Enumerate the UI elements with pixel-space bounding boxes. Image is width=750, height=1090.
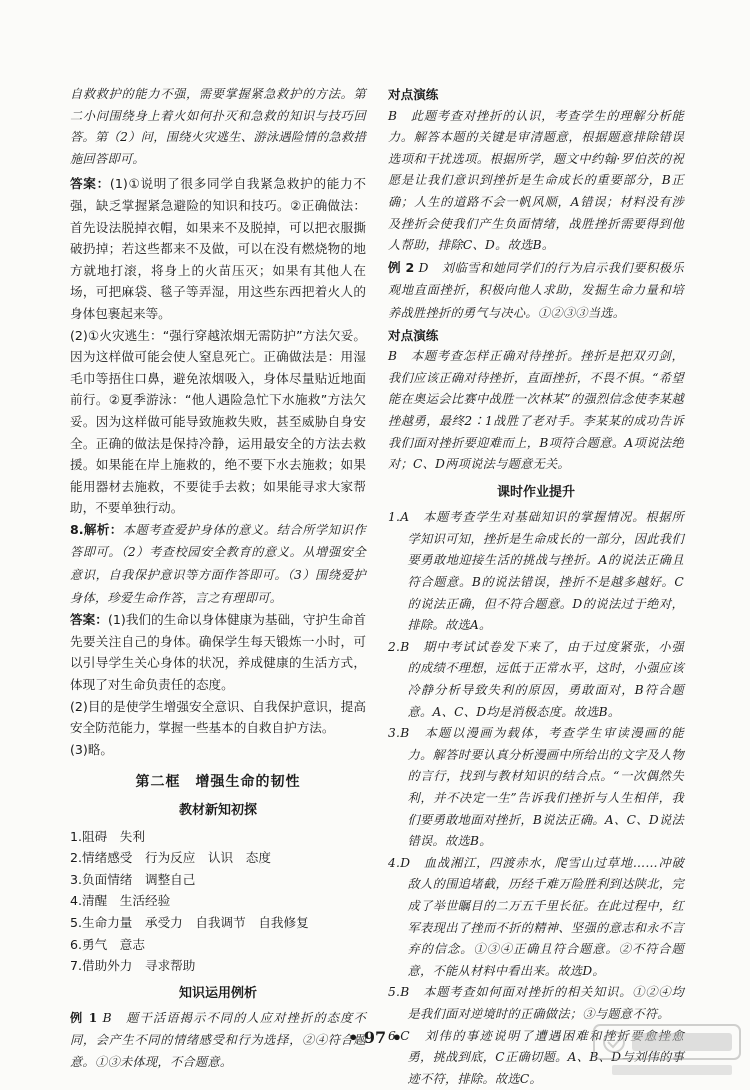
q8-analysis: 本题考查爱护身体的意义。结合所学知识作答即可。（2）考查校园安全教育的意义。从增强安全意识，自我保护意识等方面作答即可。（3）围绕爱护身体，珍爱生命作答，言之有理即可。 [70,522,366,605]
q8-answer-text: (1)我们的生命以身体健康为基础，守护生命首先要关注自己的身体。确保学生每天锻炼一小时，可以引导学生关心身体的状况，养成健康的生活方式，体现了对生命负责任的态度。 [70,612,367,693]
subsection-title: 教材新知初探 [178,803,257,818]
practice-answer-2: B 本题考查怎样正确对待挫折。挫折是把双刃剑，我们应该正确对待挫折，直面挫折，不畏不惧。“希望能在奥运会比赛中战胜一次林某”的强烈信念使李某越挫越勇，最终2∶1战胜了老对手。李某某的成功告诉我们面对挫折要迎难而上，B项符合题意。A项说法绝对；C、D两项说法与题意无关。 [388,349,684,472]
section-title: 第二框 增强生命的韧性 [135,774,301,791]
answer-list [70,826,366,977]
example-label-2: 例 2 [388,259,415,275]
practice-heading-2: 对点演练 [388,327,439,343]
q8-label: 8.解析： [70,521,123,537]
right-column [388,84,684,1090]
list-item: 7.借助外力 寻求帮助 [70,958,196,974]
example-text-2: D 刘临雪和她同学们的行为启示我们要积极乐观地直面挫折，积极向他人求助，发掘生命力量和培养战胜挫折的勇气与决心。①②③③当选。 [388,260,685,320]
list-item: 2.情绪感受 行为反应 认识 态度 [70,850,271,866]
homework-title: 课时作业提升 [496,484,575,500]
top-edge-mark [300,0,450,12]
example-text: B 题干活语揭示不同的人应对挫折的态度不同，会产生不同的情绪感受和行为选择，②④符合题意。①③未体现，不合题意。 [70,1011,366,1069]
q8-answer-2: (2)目的是使学生增强安全意识、自我保护意识，提高安全防范能力，掌握一些基本的自救自护方法。 [70,698,366,736]
q8-answer-3: (3)略。 [70,741,114,757]
watermark-logo [592,1021,742,1079]
answer-label-2: 答案： [70,612,108,628]
subsection-title-2: 知识运用例析 [178,985,257,1001]
homework-item: 2.B 期中考试试卷发下来了，由于过度紧张，小强的成绩不理想，远低于正常水平，这时，小强应该冷静分析导致失利的原因，勇敢面对，B符合题意。A、C、D均是消极态度。故选B。 [388,639,684,719]
example-label: 例 1 [70,1011,98,1026]
homework-item: 4.D 血战湘江，四渡赤水，爬雪山过草地……冲破敌人的围追堵截，历经千难万险胜利到达陕北，完成了举世瞩目的二万五千里长征。在此过程中，红军表现出了挫而不折的精神、坚强的意志和永不言弃的信念。①③④正确且符合题意。②不符合题意，不能从材料中看出来。故选D。 [388,855,684,978]
list-item: 3.负面情绪 调整自己 [70,871,196,887]
homework-item: 6.C 刘伟的事迹说明了遭遇困难和挫折要愈挫愈勇，挑战到底，C正确切题。A、B、D与刘伟的事迹不符，排除。故选C。 [388,1028,684,1086]
answer-label: 答案： [70,176,110,192]
analysis-paragraph: 自救救护的能力不强，需要掌握紧急救护的方法。第二小问围绕身上着火如何扑灭和急救的知识与技巧回答。第（2）问，围绕火灾逃生、游泳遇险情的急救措施回答即可。 [70,87,366,166]
answer-paragraph-2: (2)①火灾逃生：“强行穿越浓烟无需防护”方法欠妥。因为这样做可能会使人窒息死亡。正确做法是：用湿毛巾等捂住口鼻，避免浓烟吸入，身体尽量贴近地面前行。②夏季游泳：“他人遇险急忙下水施救”方法欠妥。因为这样做可能导致施救失败，甚至威胁自身安全。正确的做法是保持冷静，运用最安全的方法去救援。如果能在岸上施救的，绝不要下水去施救；如果能用器材去施救，不要徒手去救；如果能寻求大家帮助，不要单独行动。 [70,327,366,516]
page-number: • 97 • [348,1028,402,1047]
q8-answer [70,609,366,695]
homework-item: 1.A 本题考查学生对基础知识的掌握情况。根据所学知识可知，挫折是生命成长的一部分，因此我们要勇敢地迎接生活的挑战与挫折。A的说法正确且符合题意。B的说法错误，挫折不是越多越好。C的说法正确，但不符合题意。D的说法过于绝对，排除。故选A。 [388,510,684,633]
left-column [70,84,366,1073]
list-item: 1.阻碍 失利 [70,828,145,844]
list-item: 6.勇气 意志 [70,936,145,952]
answer-paragraph [70,173,366,324]
practice-answer: B 此题考查对挫折的认识，考查学生的理解分析能力。解答本题的关键是审清题意，根据题意排除错误选项和干扰选项。根据所学，题文中约翰·罗伯茨的祝愿是让我们意识到挫折是生命成长的重要部分，B正确；人生的道路不会一帆风顺，A错误；材料没有涉及挫折会使我们产生负面情绪，战胜挫折需要得到他人帮助，排除C、D。故选B。 [388,108,684,253]
list-item: 5.生命力量 承受力 自我调节 自我修复 [70,914,309,930]
practice-heading: 对点演练 [388,87,439,102]
list-item: 4.清醒 生活经验 [70,893,171,909]
answer-text: (1)①说明了很多同学自我紧急救护的能力不强，缺乏掌握紧急避险的知识和技巧。②正确做法：首先设法脱掉衣帽，如果来不及脱掉，可以把衣服撕破扔掉；若这些都来不及做，可以在没有燃烧物的地方就地打滚，将身上的火苗压灭；如果有其他人在场，可把麻袋、毯子等弄湿，用这些东西把着火人的身体包裹起来等。 [70,176,366,321]
homework-item: 5.B 本题考查如何面对挫折的相关知识。①②④均是我们面对逆境时的正确做法；③与题意不符。 [388,985,684,1021]
example-2 [388,257,684,325]
homework-item: 3.B 本题以漫画为载体，考查学生审读漫画的能力。解答时要认真分析漫画中所给出的文字及人物的言行，找到与教材知识的结合点。“一次偶然失利，并不决定一生”告诉我们挫折与人生相伴，我们要勇敢地面对挫折，B说法正确。A、C、D说法错误。故选B。 [388,726,684,849]
question-8 [70,519,366,609]
